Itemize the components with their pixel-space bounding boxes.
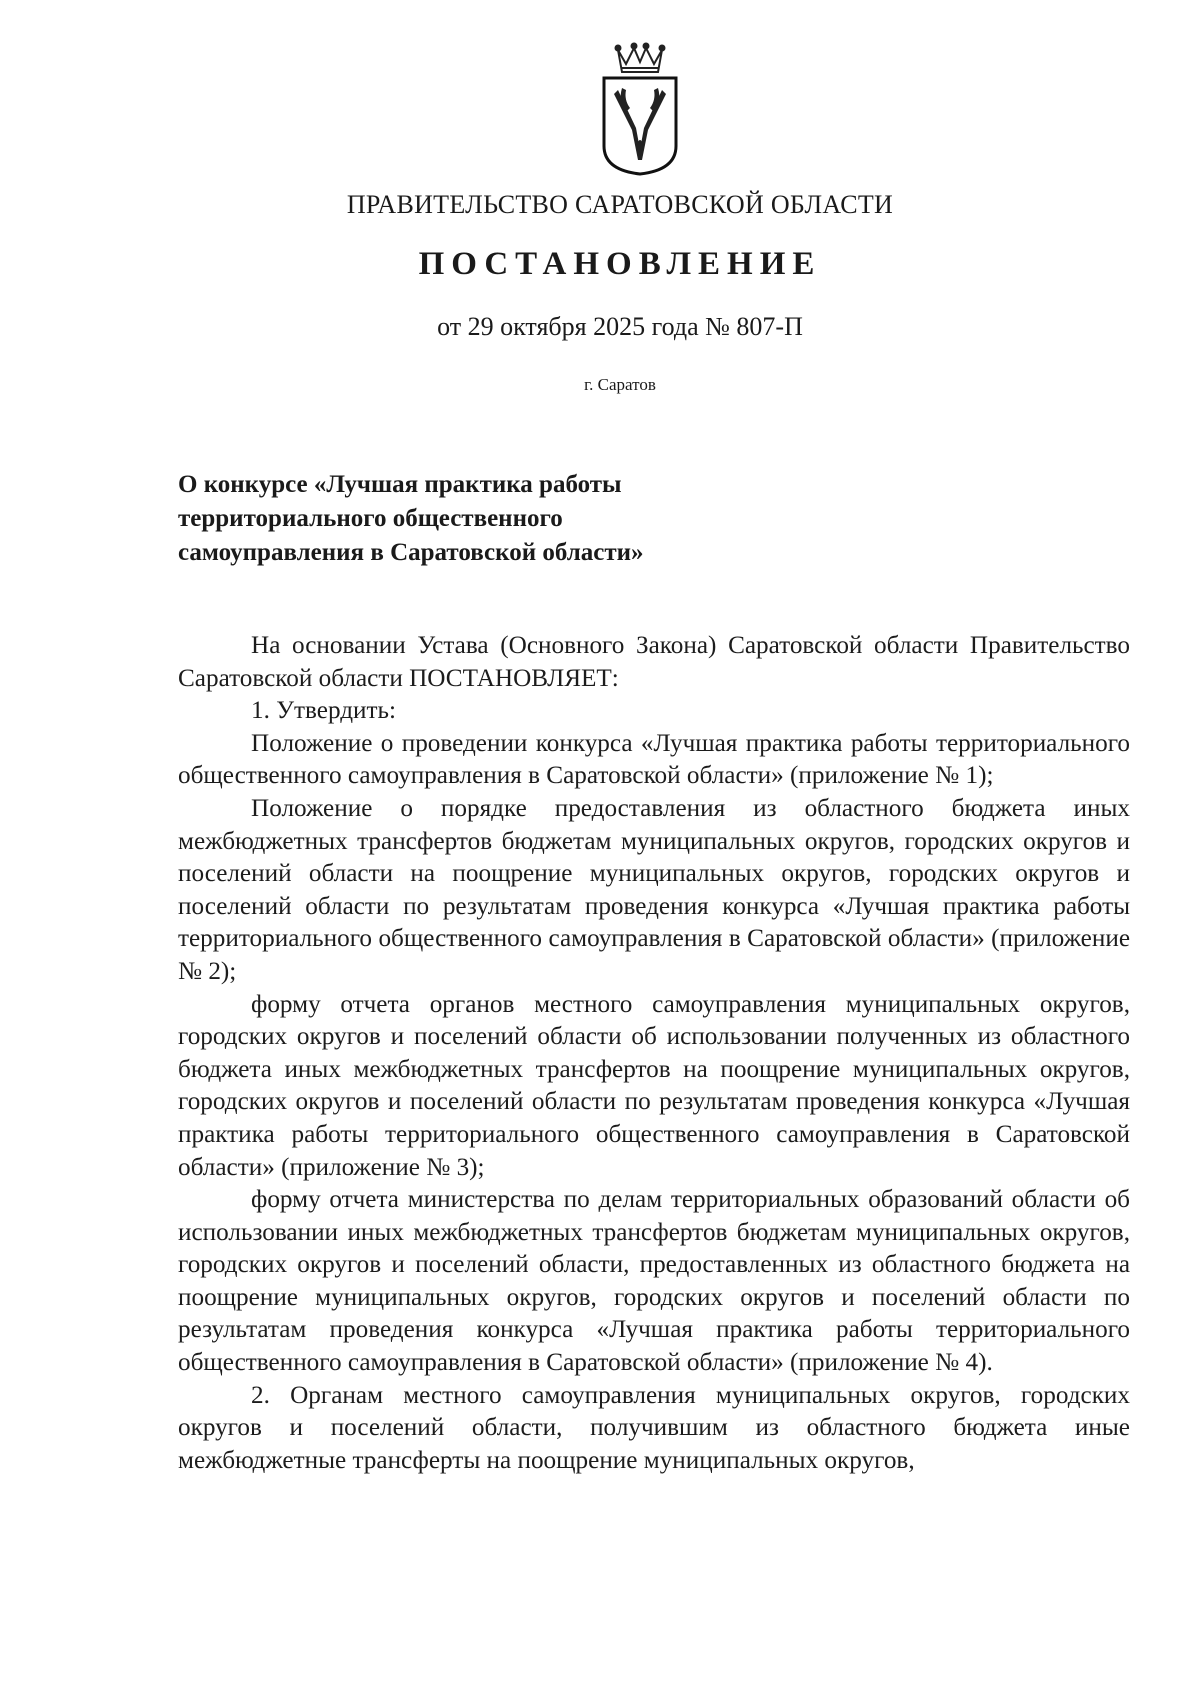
document-body	[178, 630, 1130, 1477]
paragraph-appendix-2: Положение о порядке предоставления из областного бюджета иных межбюджетных трансфертов бюджетам муниципальных округов, городских округов и поселений области на поощрение муниципальных округов, городских округов и поселений области по результатам проведения конкурса «Лучшая практика работы территориального общественного самоуправления в Саратовской области» (приложение № 2);	[178, 794, 1130, 985]
title-line: самоуправления в Саратовской области»	[178, 539, 644, 566]
paragraph-preamble: На основании Устава (Основного Закона) Саратовской области Правительство Саратовской области ПОСТАНОВЛЯЕТ:	[178, 632, 1130, 692]
document-date-number: от 29 октября 2025 года № 807-П	[437, 312, 803, 341]
document-title	[178, 468, 778, 570]
title-line: территориального общественного	[178, 505, 563, 532]
document-city: г. Саратов	[584, 375, 656, 394]
paragraph-item-2: 2. Органам местного самоуправления муниципальных округов, городских округов и поселений области, получившим из областного бюджета иные межбюджетные трансферты на поощрение муниципальных округов,	[178, 1381, 1130, 1474]
paragraph-appendix-1: Положение о проведении конкурса «Лучшая практика работы территориального общественного самоуправления в Саратовской области» (приложение № 1);	[178, 729, 1130, 790]
document-type: ПОСТАНОВЛЕНИЕ	[418, 246, 822, 282]
paragraph-appendix-4: форму отчета министерства по делам территориальных образований области об использовании иных межбюджетных трансфертов бюджетам муниципальных округов, городских округов и поселений области, предоставленных из областного бюджета на поощрение муниципальных округов, городских округов и поселений области по результатам проведения конкурса «Лучшая практика работы территориального общественного самоуправления в Саратовской области» (приложение № 4).	[178, 1186, 1130, 1377]
paragraph-appendix-3: форму отчета органов местного самоуправления муниципальных округов, городских округов и поселений области об использовании полученных из областного бюджета иных межбюджетных трансфертов на поощрение муниципальных округов, городских округов и поселений области по результатам проведения конкурса «Лучшая практика работы территориального общественного самоуправления в Саратовской области» (приложение № 3);	[178, 990, 1130, 1181]
paragraph-item-1: 1. Утвердить:	[251, 697, 397, 725]
government-name: ПРАВИТЕЛЬСТВО САРАТОВСКОЙ ОБЛАСТИ	[346, 190, 894, 219]
coat-of-arms-icon	[596, 42, 684, 176]
title-line: О конкурсе «Лучшая практика работы	[178, 471, 622, 498]
